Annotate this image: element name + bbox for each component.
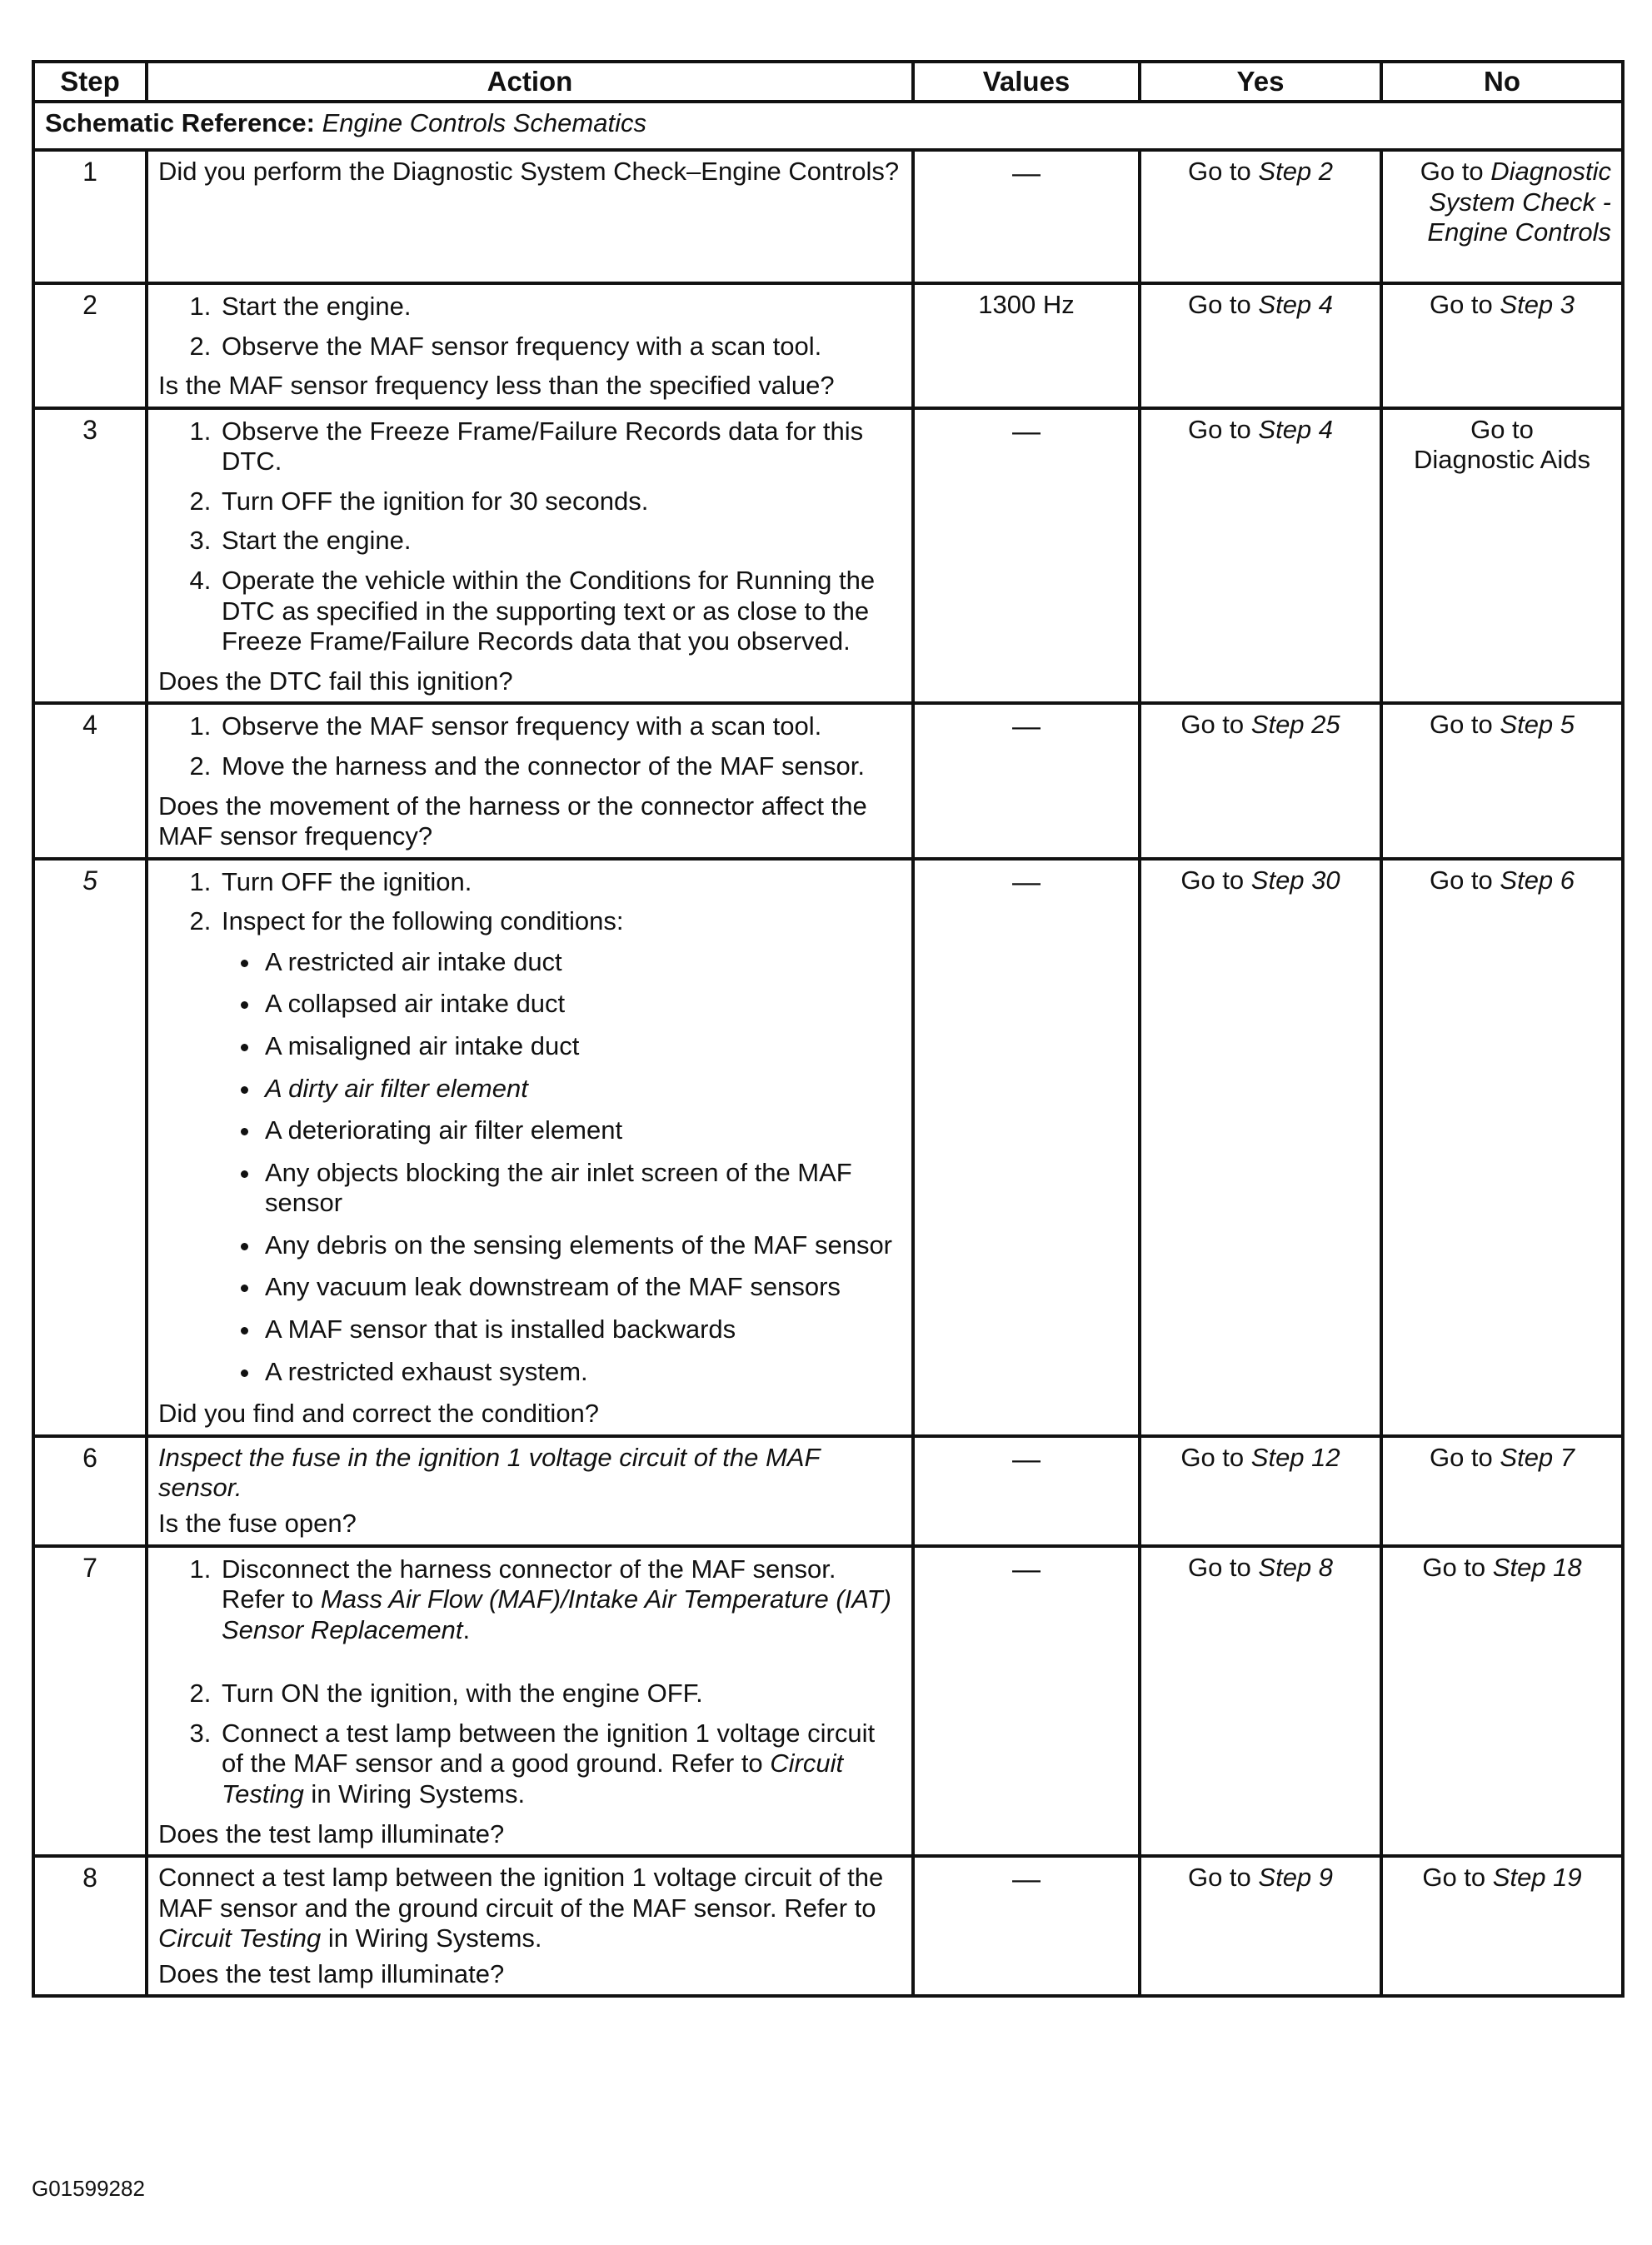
go-to-text: Go to	[1180, 865, 1245, 895]
header-action: Action	[147, 62, 913, 102]
go-to-text: Go to	[1187, 290, 1251, 319]
step-value: —	[913, 1856, 1140, 1996]
table-row	[33, 859, 1623, 1436]
go-to-text: Go to	[1422, 1552, 1486, 1582]
no-step-link[interactable]: Step 5	[1500, 710, 1575, 740]
step-question: Does the test lamp illuminate?	[158, 1958, 505, 1988]
go-to-text: Go to	[1187, 414, 1251, 444]
go-to-text: Go to	[1187, 157, 1251, 186]
no-cell	[1381, 408, 1623, 704]
table-row	[33, 1436, 1623, 1546]
yes-step-link[interactable]: Step 4	[1258, 290, 1334, 319]
instruction-item: 3. Connect a test lamp between the ignition 1 voltage circuit of the MAF sensor and a good ground. Refer to Circuit Testing in Wiring Systems.	[218, 1719, 901, 1810]
header-step: Step	[33, 62, 147, 102]
step-number: 5	[33, 859, 147, 1436]
step-question: Does the test lamp illuminate?	[158, 1818, 505, 1848]
yes-step-link[interactable]: Step 12	[1250, 1442, 1340, 1472]
no-step-link[interactable]: Step 18	[1492, 1552, 1582, 1582]
no-cell	[1381, 859, 1623, 1436]
go-to-text: Go to	[1470, 414, 1534, 444]
instruction-item: 2. Turn ON the ignition, with the engine OFF.	[218, 1679, 901, 1709]
yes-cell	[1140, 150, 1381, 283]
step-instructions	[158, 292, 901, 362]
step-action	[147, 408, 913, 704]
instruction-item: 1. Start the engine.	[218, 292, 901, 322]
instruction-item: 2. Observe the MAF sensor frequency with a scan tool.	[218, 332, 901, 362]
step-instruction-text: Connect a test lamp between the ignition 1 voltage circuit of the MAF sensor and the ground circuit of the MAF sensor. Refer to Circuit Testing in Wiring Systems.	[158, 1863, 884, 1953]
no-step-link[interactable]: Step 19	[1492, 1863, 1582, 1893]
figure-code: G01599282	[32, 2176, 145, 2201]
instruction-item: 2. Inspect for the following conditions: • A restricted air intake duct • A collapsed air intake duct • A misaligned air intake duct • A dirty air filter element • A deteriorating air filter element • Any objects blocking the air inlet screen of the MAF sensor • Any debris on the sensing elements of the MAF sensor • Any vacuum leak downstream of the MAF sensors • A MAF sensor that is installed backwards • A restricted exhaust system.	[218, 906, 901, 1387]
no-step-link[interactable]: Step 7	[1500, 1442, 1575, 1472]
step-instructions	[158, 711, 901, 781]
instruction-item: 1. Observe the MAF sensor frequency with a scan tool.	[218, 711, 901, 742]
step-number: 7	[33, 1546, 147, 1857]
table-row	[33, 150, 1623, 283]
instruction-item: 2. Turn OFF the ignition for 30 seconds.	[218, 486, 901, 517]
yes-cell	[1140, 703, 1381, 858]
step-action	[147, 283, 913, 408]
step-instructions	[158, 867, 901, 1388]
go-to-text: Go to	[1429, 290, 1493, 319]
step-value: —	[913, 1546, 1140, 1857]
step-question: Did you find and correct the condition?	[158, 1399, 600, 1429]
reference-link[interactable]: Circuit Testing	[158, 1923, 322, 1953]
step-number: 6	[33, 1436, 147, 1546]
condition-list	[222, 947, 901, 1387]
no-cell	[1381, 1856, 1623, 1996]
go-to-text: Go to	[1429, 1442, 1493, 1472]
condition-item: • A deteriorating air filter element	[262, 1115, 901, 1146]
yes-step-link[interactable]: Step 2	[1258, 157, 1334, 186]
schematic-reference	[33, 102, 1623, 150]
table-header-row	[33, 62, 1623, 102]
step-number: 1	[33, 150, 147, 283]
table-row	[33, 283, 1623, 408]
step-value: —	[913, 150, 1140, 283]
schematic-reference-value: Engine Controls Schematics	[322, 108, 646, 137]
go-to-text: Go to	[1429, 865, 1493, 895]
yes-step-link[interactable]: Step 9	[1258, 1863, 1334, 1893]
yes-cell	[1140, 283, 1381, 408]
header-values: Values	[913, 62, 1140, 102]
condition-item: • A restricted air intake duct	[262, 947, 901, 978]
condition-item: • A restricted exhaust system.	[262, 1357, 901, 1388]
go-to-text: Go to	[1429, 710, 1493, 740]
condition-item: • A misaligned air intake duct	[262, 1031, 901, 1062]
yes-cell	[1140, 1436, 1381, 1546]
no-cell	[1381, 703, 1623, 858]
instruction-item: 1. Disconnect the harness connector of the MAF sensor. Refer to Mass Air Flow (MAF)/Intake Air Temperature (IAT) Sensor Replacement.	[218, 1554, 901, 1646]
yes-cell	[1140, 408, 1381, 704]
schematic-reference-row	[33, 102, 1623, 150]
no-cell	[1381, 283, 1623, 408]
go-to-text: Go to	[1422, 1863, 1486, 1893]
yes-cell	[1140, 1546, 1381, 1857]
no-step-link[interactable]: Diagnostic System Check - Engine Controls	[1427, 157, 1611, 247]
table-row	[33, 703, 1623, 858]
step-question: Is the fuse open?	[158, 1508, 357, 1538]
yes-cell	[1140, 1856, 1381, 1996]
condition-item: • A MAF sensor that is installed backwards	[262, 1315, 901, 1345]
no-step-link[interactable]: Step 6	[1500, 865, 1575, 895]
go-to-text: Go to	[1180, 710, 1245, 740]
table-row	[33, 1856, 1623, 1996]
condition-item: • A dirty air filter element	[262, 1074, 901, 1105]
reference-link[interactable]: Mass Air Flow (MAF)/Intake Air Temperature (IAT) Sensor Replacement	[222, 1584, 891, 1644]
step-action	[147, 1856, 913, 1996]
step-value: —	[913, 859, 1140, 1436]
header-no: No	[1381, 62, 1623, 102]
schematic-reference-label: Schematic Reference:	[45, 108, 315, 137]
step-action	[147, 1436, 913, 1546]
yes-step-link[interactable]: Step 25	[1250, 710, 1340, 740]
instruction-item: 1. Observe the Freeze Frame/Failure Records data for this DTC.	[218, 417, 901, 477]
step-instructions	[158, 417, 901, 657]
header-yes: Yes	[1140, 62, 1381, 102]
step-number: 3	[33, 408, 147, 704]
go-to-text: Go to	[1187, 1863, 1251, 1893]
step-value: —	[913, 1436, 1140, 1546]
step-question: Did you perform the Diagnostic System Check–Engine Controls?	[158, 157, 900, 186]
step-number: 2	[33, 283, 147, 408]
yes-step-link[interactable]: Step 8	[1258, 1552, 1334, 1582]
step-instructions	[158, 1554, 901, 1810]
condition-item: • Any vacuum leak downstream of the MAF sensors	[262, 1272, 901, 1303]
condition-item: • Any debris on the sensing elements of the MAF sensor	[262, 1230, 901, 1261]
diagnostic-table	[32, 60, 1625, 1998]
yes-cell	[1140, 859, 1381, 1436]
no-cell	[1381, 1436, 1623, 1546]
instruction-item: 4. Operate the vehicle within the Conditions for Running the DTC as specified in the supporting text or as close to the Freeze Frame/Failure Records data that you observed.	[218, 566, 901, 657]
no-step-link[interactable]: Step 3	[1500, 290, 1575, 319]
step-action	[147, 150, 913, 283]
instruction-item: 1. Turn OFF the ignition.	[218, 867, 901, 898]
go-to-text: Go to	[1180, 1442, 1245, 1472]
step-question: Is the MAF sensor frequency less than the specified value?	[158, 371, 835, 401]
step-number: 4	[33, 703, 147, 858]
step-action	[147, 703, 913, 858]
step-value: —	[913, 703, 1140, 858]
step-question: Does the movement of the harness or the connector affect the MAF sensor frequency?	[158, 791, 867, 851]
no-cell	[1381, 1546, 1623, 1857]
yes-step-link[interactable]: Step 30	[1250, 865, 1340, 895]
table-row	[33, 1546, 1623, 1857]
step-action	[147, 859, 913, 1436]
instruction-item: 2. Move the harness and the connector of the MAF sensor.	[218, 751, 901, 782]
condition-item: • Any objects blocking the air inlet screen of the MAF sensor	[262, 1158, 901, 1219]
instruction-item: 3. Start the engine.	[218, 526, 901, 556]
step-action	[147, 1546, 913, 1857]
step-number: 8	[33, 1856, 147, 1996]
step-question: Does the DTC fail this ignition?	[158, 666, 513, 696]
no-cell	[1381, 150, 1623, 283]
table-row	[33, 408, 1623, 704]
step-value: 1300 Hz	[913, 283, 1140, 408]
step-instruction-text: Inspect the fuse in the ignition 1 voltage circuit of the MAF sensor.	[158, 1442, 820, 1503]
no-step-link[interactable]: Diagnostic Aids	[1414, 445, 1590, 475]
yes-step-link[interactable]: Step 4	[1258, 414, 1334, 444]
go-to-text: Go to	[1420, 157, 1484, 186]
reference-link[interactable]: Circuit Testing	[222, 1749, 844, 1808]
condition-item: • A collapsed air intake duct	[262, 989, 901, 1020]
go-to-text: Go to	[1187, 1552, 1251, 1582]
step-value: —	[913, 408, 1140, 704]
